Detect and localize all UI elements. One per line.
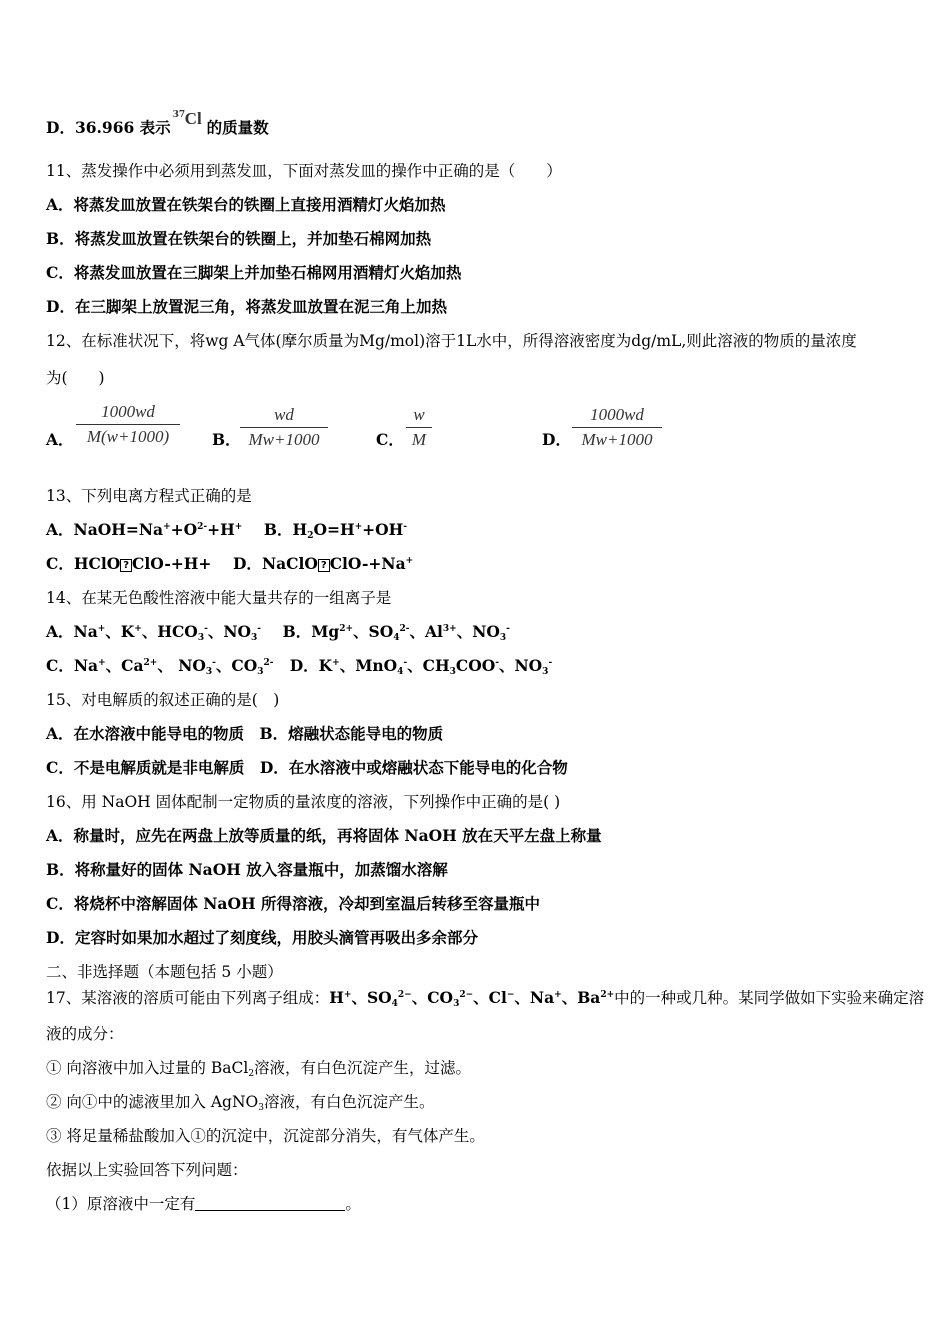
q12-option-d-label: D． [542, 430, 571, 449]
section-heading: 二、非选择题（本题包括 5 小题） [46, 963, 283, 981]
q17-stem: 17、某溶液的溶质可能由下列离子组成：H+、$SO_4^{2-}$、$CO_3^{2-}$、Cl−、Na+、$Ba^{2+}$中的一种或几种。某同学做如下实验来确定溶 [46, 988, 925, 1009]
q12-option-a-label: A． [46, 430, 74, 449]
q17-part-1: （1）原溶液中一定有 。 [46, 1195, 361, 1213]
q11-option-b: B．将蒸发皿放置在铁架台的铁圈上，并加垫石棉网加热 [46, 229, 432, 248]
q11-option-a: A．将蒸发皿放置在铁架台的铁圈上直接用酒精灯火焰加热 [46, 195, 446, 214]
q17-step-1: ① 向溶液中加入过量的 BaCl$_2$溶液，有白色沉淀产生，过滤。 [46, 1059, 472, 1079]
q14-options-ab: A．Na+、K+、$HCO_3^-$、$NO_3^-$ B．$Mg^{2+}$、$SO_4^{2-}$、$Al^{3+}$、$NO_3^-$ [46, 622, 510, 643]
q12-option-b-label: B． [212, 430, 241, 449]
q17-stem-cont: 液的成分： [46, 1025, 124, 1043]
q16-stem: 16、用 NaOH 固体配制一定物质的量浓度的溶液，下列操作中正确的是( ) [46, 793, 561, 811]
q15-options-ab: A．在水溶液中能导电的物质 B．熔融状态能导电的物质 [46, 724, 444, 743]
q13-options-ab: A．$NaOH=Na^++O^{2-}+H^+$ B．$H_2O=H^++OH^-$ [46, 520, 408, 541]
q11-stem: 11、蒸发操作中必须用到蒸发皿，下面对蒸发皿的操作中正确的是（ ） [46, 162, 562, 180]
q13-options-cd: C．HClO ? ClO-+H+ D．NaClO ? ClO-+Na+ [46, 554, 414, 573]
chlorine-37-isotope: 37 Cl [172, 109, 202, 128]
q12-option-b-fraction: wd Mw+1000 [240, 403, 328, 452]
q16-option-b: B．将称量好的固体 NaOH 放入容量瓶中，加蒸馏水溶解 [46, 860, 448, 879]
q13-stem: 13、下列电离方程式正确的是 [46, 487, 252, 505]
q16-option-d: D．定容时如果加水超过了刻度线，用胶头滴管再吸出多余部分 [46, 928, 478, 947]
q12-option-d-fraction: 1000wd Mw+1000 [572, 403, 662, 452]
unrendered-symbol: ? [318, 559, 330, 572]
q14-stem: 14、在某无色酸性溶液中能大量共存的一组离子是 [46, 589, 392, 607]
q17-step-3: ③ 将足量稀盐酸加入①的沉淀中，沉淀部分消失，有气体产生。 [46, 1127, 485, 1145]
q12-option-a-fraction: 1000wd M(w+1000) [76, 400, 180, 449]
unrendered-symbol: ? [120, 559, 132, 572]
q11-option-d: D．在三脚架上放置泥三角，将蒸发皿放置在泥三角上加热 [46, 297, 447, 316]
q14-options-cd: C．Na+、$Ca^{2+}$、 $NO_3^-$、$CO_3^{2-}$ D．K+、MnO$_4$-、$CH_3COO^-$、$NO_3^-$ [46, 656, 553, 677]
q12-option-c-label: C． [376, 430, 404, 449]
q17-step-2: ② 向①中的滤液里加入 AgNO$_3$溶液，有白色沉淀产生。 [46, 1093, 435, 1113]
q17-instruction: 依据以上实验回答下列问题： [46, 1161, 248, 1179]
q15-stem: 15、对电解质的叙述正确的是( ) [46, 691, 280, 709]
q16-option-c: C．将烧杯中溶解固体 NaOH 所得溶液，冷却到室温后转移至容量瓶中 [46, 894, 540, 913]
q12-stem: 12、在标准状况下，将wg A气体(摩尔质量为Mg/mol)溶于1L水中，所得溶液密度为dg/mL,则此溶液的物质的量浓度 [46, 332, 857, 350]
q16-option-a: A．称量时，应先在两盘上放等质量的纸，再将固体 NaOH 放在天平左盘上称量 [46, 826, 602, 845]
q10-option-d: D．36.966 表示 37 Cl 的质量数 [46, 109, 269, 137]
q15-options-cd: C．不是电解质就是非电解质 D．在水溶液中或熔融状态下能导电的化合物 [46, 758, 568, 777]
answer-blank[interactable] [195, 1196, 345, 1211]
q11-option-c: C．将蒸发皿放置在三脚架上并加垫石棉网用酒精灯火焰加热 [46, 263, 462, 282]
q12-stem-cont: 为( ) [46, 369, 105, 387]
q12-option-c-fraction: w M [406, 403, 432, 452]
